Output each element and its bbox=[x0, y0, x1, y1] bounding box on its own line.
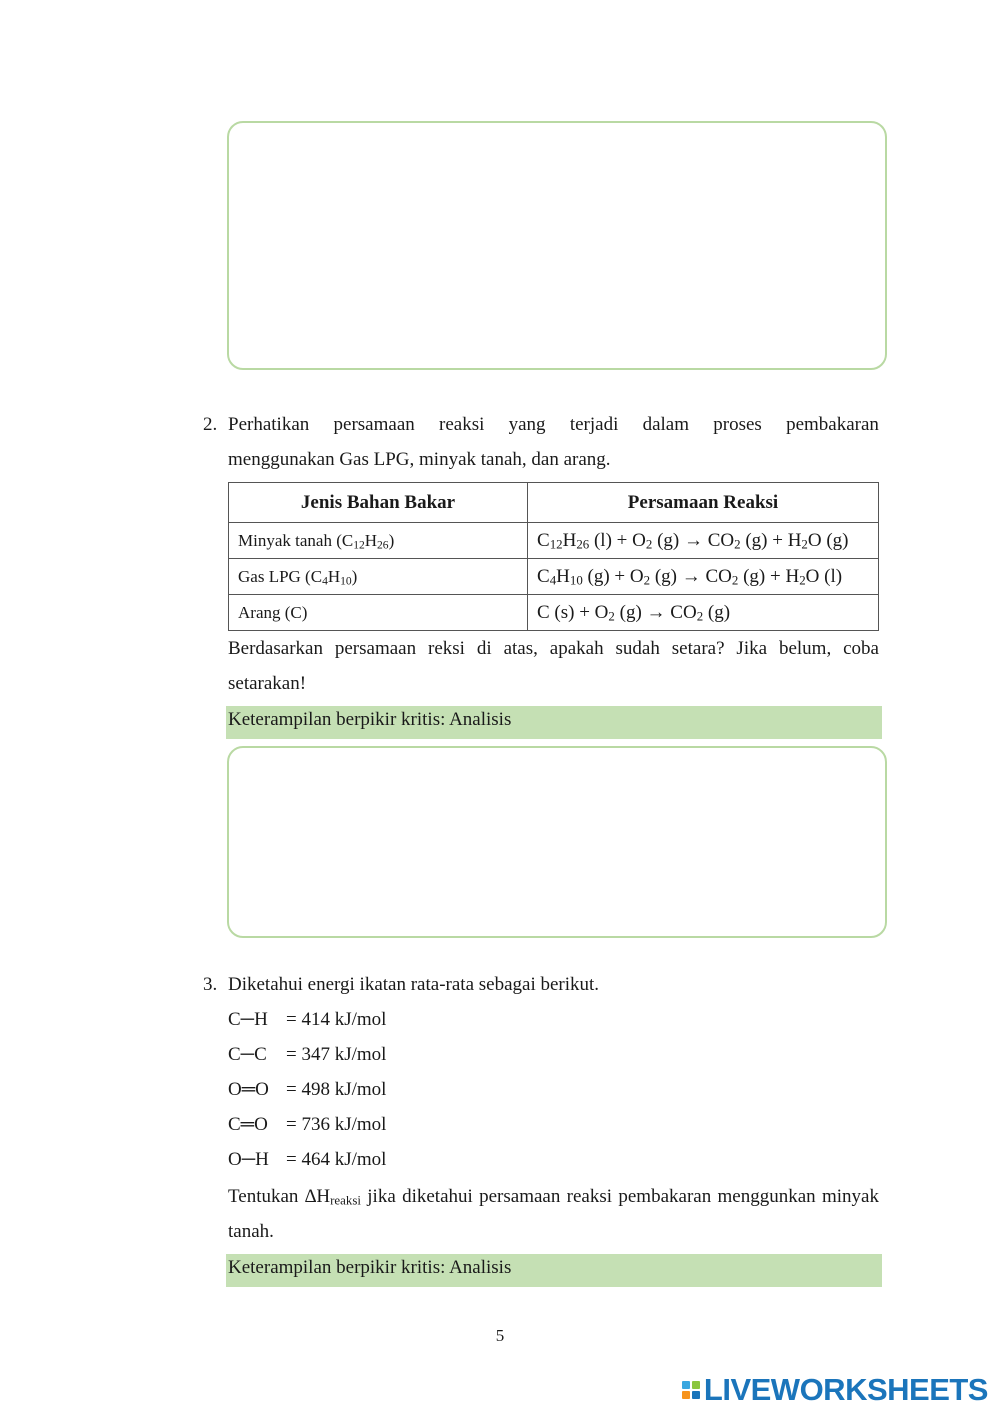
bond-value: = 414 kJ/mol bbox=[286, 1009, 387, 1030]
logo-square bbox=[692, 1381, 700, 1389]
reaction-table bbox=[228, 482, 879, 631]
q3-question-post: jika diketahui persamaan reaksi pembakaran menggunkan minyak tanah. bbox=[228, 1186, 879, 1242]
q2-skill-label: Keterampilan berpikir kritis: Analisis bbox=[226, 706, 882, 739]
bond-value: = 498 kJ/mol bbox=[286, 1079, 387, 1100]
question-number-3: 3. bbox=[203, 974, 218, 995]
bond-energy-row bbox=[228, 1079, 386, 1101]
q3-question bbox=[228, 1179, 879, 1249]
q2-word: reaksi bbox=[439, 414, 485, 435]
bond-label: C─H bbox=[228, 1009, 268, 1030]
page-number: 5 bbox=[495, 1326, 505, 1345]
fuel-cell: Gas LPG $(C_4H_{10})$ bbox=[229, 559, 528, 595]
table-header-equation: Persamaan Reaksi bbox=[528, 483, 879, 523]
brand-name: LIVEWORKSHEETS bbox=[703, 1372, 988, 1407]
answer-box-q1[interactable] bbox=[227, 121, 887, 370]
q2-word: yang bbox=[508, 414, 546, 435]
q2-question: Berdasarkan persamaan reksi di atas, apakah sudah setara? Jika belum, coba setarakan! bbox=[228, 638, 879, 694]
bond-label: C─C bbox=[228, 1044, 267, 1065]
equation-cell: $C_4H_{10}$ $(g) + O_2$ $(g) \to CO_2$ $(g) + H_2O$ (l) bbox=[528, 559, 879, 595]
logo-square bbox=[682, 1391, 690, 1399]
table-header-fuel: Jenis Bahan Bakar bbox=[229, 483, 528, 523]
q3-skill-label: Keterampilan berpikir kritis: Analisis bbox=[226, 1254, 882, 1287]
q2-word: Perhatikan bbox=[228, 414, 310, 435]
q2-word: persamaan bbox=[333, 414, 415, 435]
bond-label: O─H bbox=[228, 1149, 269, 1170]
bond-energy-row bbox=[228, 1044, 386, 1066]
bond-label: O═O bbox=[228, 1079, 269, 1100]
q3-intro: Diketahui energi ikatan rata-rata sebagai berikut. bbox=[228, 974, 600, 995]
q2-word: dalam bbox=[642, 414, 690, 435]
question-number-2: 2. bbox=[203, 414, 218, 435]
bond-value: = 464 kJ/mol bbox=[286, 1149, 387, 1170]
bond-energy-row bbox=[228, 1149, 386, 1171]
logo-square bbox=[682, 1381, 690, 1389]
bond-value: = 736 kJ/mol bbox=[286, 1114, 387, 1135]
logo-square bbox=[692, 1391, 700, 1399]
q2-word: terjadi bbox=[569, 414, 619, 435]
liveworksheets-logo bbox=[682, 1374, 988, 1406]
table-row bbox=[229, 595, 879, 631]
q2-word: pembakaran bbox=[786, 414, 879, 435]
fuel-cell: Arang (C) bbox=[229, 595, 528, 631]
q3-question-pre: Tentukan ∆H bbox=[228, 1186, 331, 1207]
table-row bbox=[229, 559, 879, 595]
bond-label: C═O bbox=[228, 1114, 268, 1135]
table-row bbox=[229, 523, 879, 559]
q2-line2: menggunakan Gas LPG, minyak tanah, dan arang. bbox=[228, 449, 611, 470]
answer-box-q2[interactable] bbox=[227, 746, 887, 938]
q2-word: proses bbox=[713, 414, 762, 435]
bond-value: = 347 kJ/mol bbox=[286, 1044, 387, 1065]
bond-energy-row bbox=[228, 1009, 386, 1031]
bond-energy-row bbox=[228, 1114, 386, 1136]
equation-cell: C $(s) + O_2$ $(g) \to CO_2$ (g) bbox=[528, 595, 879, 631]
fuel-cell: Minyak tanah $(C_{12}H_{26})$ bbox=[229, 523, 528, 559]
q2-line1 bbox=[228, 414, 879, 436]
q3-question-sub: reaksi bbox=[330, 1192, 361, 1208]
liveworksheets-logo-icon bbox=[682, 1381, 700, 1399]
equation-cell: $C_{12}H_{26}$ $(l) + O_2$ $(g) \to CO_2$ $(g) + H_2O$ (g) bbox=[528, 523, 879, 559]
